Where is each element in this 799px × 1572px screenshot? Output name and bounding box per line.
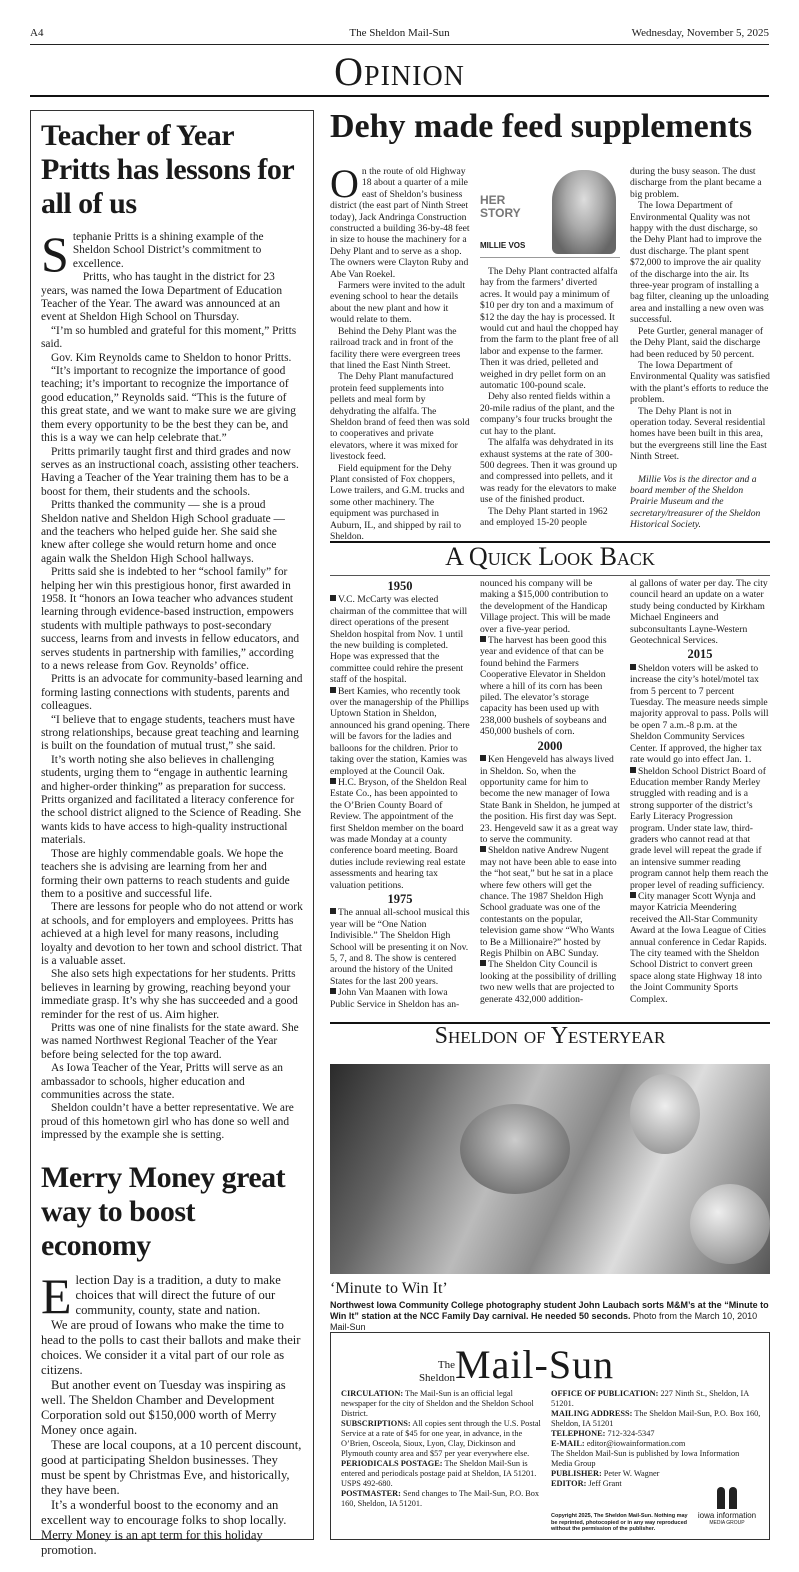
editorial-1-title: Teacher of Year Pritts has lessons for all of us	[41, 119, 294, 220]
editorial-paragraph: She also sets high expectations for her students. Pritts believes in learning by growing, reaching beyond your immediate grasp. It’s why she has succeeded and a good reminder for the rest of us. Aim higher.	[41, 968, 298, 1021]
column-title: Dehy made feed supplements	[330, 108, 753, 145]
editorial-2-body	[41, 1267, 303, 1558]
masthead-small: The Sheldon	[418, 1359, 455, 1384]
column-paragraph: during the busy season. The dust discharge from the plant became a big problem.	[630, 166, 762, 200]
masthead-info-line: SUBSCRIPTIONS: All copies sent through the U.S. Postal Service at a rate of $45 for one year, in advance, in the O’Brien, Osceola, Sioux, Lyon, Clay, Dickinson and Plymouth county area and $57 per year everywhere else.	[341, 1419, 541, 1458]
column-paragraph: Behind the Dehy Plant was the railroad track and in front of the facility there were evergreen trees that lined the East Ninth Street.	[330, 325, 461, 371]
column-paragraph: The Dehy Plant is not in operation today. Several residential homes have been built in this area, but the evergreens still line the East Ninth Street.	[630, 405, 767, 463]
masthead-info-line: PUBLISHER: Peter W. Wagner	[551, 1469, 660, 1478]
history-item: H.C. Bryson, of the Sheldon Real Estate Co., has been appointed to the O’Brien County Board of Review. The appointment of the first Sheldon member on the board was made Monday at a county conference board meeting. Board duties include reviewing real estate assessments and hearing tax valuation petitions.	[330, 776, 467, 891]
bullet-square-icon	[330, 908, 336, 914]
history-item: John Van Maanen with Iowa Public Service in Sheldon has an-	[330, 987, 460, 1010]
masthead-info-line: E-MAIL: editor@iowainformation.com	[551, 1439, 686, 1448]
photo-subject	[460, 1104, 570, 1194]
editorial-paragraph: Pritts, who has taught in the district for 23 years, was named the Iowa Department of Education Teacher of the Year. The award was announced at an event at Sheldon High School on Thursday.	[41, 271, 283, 324]
dropcap: O	[330, 161, 359, 206]
her-story-label: HER STORY	[480, 193, 521, 220]
iowa-information-logo	[697, 1483, 757, 1533]
column-paragraph: Farmers were invited to the adult evening school to hear the details about the new plant and how it would relate to them.	[330, 280, 466, 326]
photo-caption: Northwest Iowa Community College photography student John Laubach sorts M&M’s at the “Minute to Win It” station at the NCC Family Day carnival. He needed 50 seconds. Photo from the March 10, 2010 Mail-Sun	[330, 1300, 769, 1332]
bullet-square-icon	[330, 988, 336, 994]
section-rule	[30, 95, 769, 97]
bullet-square-icon	[330, 778, 336, 784]
bullet-square-icon	[630, 664, 636, 670]
photo-balloon	[690, 1184, 770, 1264]
editorial-paragraph: These are local coupons, at a 10 percent discount, good at participating Sheldon businesses. They must be spent by Christmas Eve, and historically, they have been.	[41, 1437, 302, 1497]
masthead-info-line: MAILING ADDRESS: The Sheldon Mail-Sun, P.O. Box 160, Sheldon, IA 51201	[551, 1409, 761, 1428]
masthead-info-left	[341, 1389, 541, 1509]
masthead-title: Mail-Sun	[455, 1342, 615, 1387]
paper-name: The Sheldon Mail-Sun	[349, 27, 450, 39]
issue-date: Wednesday, November 5, 2025	[631, 27, 769, 39]
editorial-paragraph: Those are highly commendable goals. We hope the teachers she is advising are learning from her and forming their own patterns to reach students and guide them to a positive and successful life.	[41, 847, 290, 900]
author-note: Millie Vos is the director and a board member of the Sheldon Prairie Museum and the secretary/treasurer of the Sheldon Historical Society.	[630, 473, 761, 531]
editorial-paragraph: Pritts primarily taught first and third grades and now serves as an instructional coach, assisting other teachers. Having a Teacher of the Year training them has to be a boost for them, their students and the schools.	[41, 445, 299, 498]
year-heading: 1975	[387, 891, 413, 906]
year-heading: 2015	[687, 647, 713, 662]
editorial-2-title: Merry Money great way to boost economy	[41, 1160, 286, 1262]
dropcap: E	[41, 1267, 72, 1324]
column-text-2	[480, 166, 620, 528]
editorial-paragraph: As Iowa Teacher of the Year, Pritts will serve as an ambassador to schools, higher education and communities across the state.	[41, 1062, 283, 1101]
history-item: V.C. McCarty was elected chairman of the committee that will direct operations of the present Sheldon hospital from Nov. 1 until the new building is completed. Hope was expressed that the committee could rehire the present staff of the hospital.	[330, 594, 468, 686]
quicklook-col-2	[480, 578, 620, 1005]
history-item: Sheldon School District Board of Education member Randy Merley struggled with reading and is a strong supporter of the district’s Early Literacy Progression program. Under state law, third-graders who cannot read at that grade level will repeat the grade if an intensive summer reading program cannot help them reach the proper level of reading sufficiency.	[630, 765, 769, 891]
editorial-paragraph: Pritts was one of nine finalists for the state award. She was named Northwest Regional Teacher of the Year before being selected for the top award.	[41, 1021, 299, 1061]
yesteryear-photo	[330, 1064, 770, 1274]
history-item: Sheldon voters will be asked to increase the city’s hotel/motel tax from 5 percent to 7 percent Tuesday. The measure needs simple majority approval to pass. Polls will be open 7 a.m.-8 p.m. at the Sheldon Community Services Center. If approved, the higher tax rate would go into effect Jan. 1.	[630, 662, 769, 766]
masthead-info-line: CIRCULATION: The Mail-Sun is an official legal newspaper for the city of Sheldon and the Sheldon School District.	[341, 1389, 534, 1418]
masthead-info-line: EDITOR: Jeff Grant	[551, 1479, 622, 1488]
photo-background-person	[630, 1074, 700, 1154]
editorial-paragraph: Pritts thanked the community — she is a proud Sheldon native and Sheldon High School graduate — and the teachers who helped guide her. She said she knew after college she would return home and once again walk the Sheldon High School hallways.	[41, 499, 285, 565]
bullet-square-icon	[480, 755, 486, 761]
column-paragraph: The Iowa Department of Environmental Quality was not happy with the dust discharge, so the Dehy Plant had to improve the dust discharge. The plant spent $72,000 to improve the air quality of the discharge into the air. Its three-year program of installing a bag filter, cleaning up the unloading area and installing a new oven was successful.	[630, 200, 769, 326]
quicklook-rule-bottom	[330, 575, 770, 576]
column-body	[330, 161, 770, 542]
column-paragraph: Dehy also rented fields within a 20-mile radius of the plant, and the company’s four trucks brought the cut hay to the plant.	[480, 391, 615, 437]
copyright-notice: Copyright 2025, The Sheldon Mail-Sun. Nothing may be reprinted, photocopied or in any way reproduced without the permission of the publisher.	[551, 1513, 688, 1532]
yesteryear-title: Sheldon of Yesteryear	[434, 1023, 666, 1049]
bullet-square-icon	[630, 767, 636, 773]
bullet-square-icon	[480, 960, 486, 966]
editorial-paragraph: “It’s important to recognize the importance of good teaching; it’s important to recognize the importance of good education,” Reynolds said. “This is the future of this great state, and we want to make sure we are giving them every opportunity to be the best they can be, and this is a way we can help celebrate that.”	[41, 365, 296, 445]
editorial-paragraph: “I’m so humbled and grateful for this moment,” Pritts said.	[41, 324, 297, 351]
masthead-info-line: POSTMASTER: Send changes to The Mail-Sun, P.O. Box 160, Sheldon, IA 51201.	[341, 1489, 540, 1508]
column-paragraph: The Dehy Plant contracted alfalfa hay from the farmers’ diverted acres. It would pay a minimum of $10 per dry ton and a maximum of $12 the day the hay is processed. It would cut and haul the chopped hay from the farm to the plant free of all labor and expense to the farmer. Then it was dried, pelleted and weighed in dry pellet form on an automatic 100-pound scale.	[480, 266, 619, 392]
masthead-box	[330, 1332, 770, 1540]
editorial-paragraph: “I believe that to engage students, teachers must have strong relationships, because great teaching and learning is built on the foundation of mutual trust,” she said.	[41, 713, 299, 753]
logo-text: iowa information	[697, 1511, 757, 1520]
column-text-3	[630, 166, 770, 531]
section-title: Opinion	[334, 49, 465, 94]
quicklook-title: A Quick Look Back	[445, 542, 655, 571]
editorial-paragraph: Pritts said she is indebted to her “school family” for helping her win this prestigious honor, first awarded in 1958. It “honors an Iowa teacher who advances student learning through evidence-based instruction, empowers students with multiple pathways to post-secondary success, learns from and invests in fellow educators, and serves students in partnership with families,” according to a news release from Gov. Reynolds’ office.	[41, 566, 300, 672]
bullet-square-icon	[330, 595, 336, 601]
bullet-square-icon	[480, 846, 486, 852]
editorial-paragraph: Gov. Kim Reynolds came to Sheldon to honor Pritts.	[51, 351, 292, 364]
year-heading: 2000	[537, 738, 563, 753]
history-item: Sheldon native Andrew Nugent may not have been able to ease into the “hot seat,” but he sat in a place where few others will get the chance. The 1987 Sheldon High School graduate was one of the contestants on the popular, television game show “Who Wants to Be a Millionaire?” hosted by Regis Philbin on ABC Sunday.	[480, 845, 617, 959]
quicklook-col-3	[630, 578, 770, 1005]
editorial-paragraph: We are proud of Iowans who make the time to head to the polls to cast their ballots and make their choices. We consider it a vital part of our role as citizens.	[41, 1317, 301, 1377]
history-item: Ken Hengeveld has always lived in Sheldon. So, when the opportunity came for him to become the new manager of Iowa State Bank in Sheldon, he jumped at the position. His first day was Sept. 23. Hengeveld saw it as a great way to serve the community.	[480, 754, 620, 845]
column-paragraph: The Iowa Department of Environmental Quality was satisfied with the plant’s efforts to reduce the problem.	[630, 359, 770, 406]
column-paragraph: Pete Gurtler, general manager of the Dehy Plant, said the discharge had been reduced by 50 percent.	[630, 325, 764, 360]
editorial-paragraph: It’s a wonderful boost to the economy and an excellent way to encourage folks to shop locally. Merry Money is an apt term for this holiday promotion.	[41, 1497, 287, 1557]
author-name: MILLIE VOS	[480, 241, 526, 250]
masthead-info-line: PERIODICALS POSTAGE: The Sheldon Mail-Sun is entered and periodicals postage paid at Sheldon, IA 51201. USPS 492-680.	[341, 1459, 537, 1488]
editorial-2-lead: Election Day is a tradition, a duty to make choices that will direct the future of our community, county, state and nation.	[41, 1267, 281, 1324]
spacer	[630, 463, 770, 474]
column-paragraph: The alfalfa was dehydrated in its exhaust systems at the rate of 300-500 degrees. Then it was ground up and compressed into pellets, and it was ready for the elevators to make use of the finished product.	[480, 437, 618, 506]
bullet-square-icon	[630, 892, 636, 898]
masthead-info-line: OFFICE OF PUBLICATION: 227 Ninth St., Sheldon, IA 51201.	[551, 1389, 749, 1408]
year-heading: 1950	[387, 579, 413, 593]
bullet-square-icon	[480, 636, 486, 642]
her-story-logo	[480, 166, 620, 258]
header-rule	[30, 44, 769, 45]
masthead-info-line: The Sheldon Mail-Sun is published by Iowa Information Media Group	[551, 1449, 740, 1468]
column-text-1	[330, 161, 470, 542]
page-header	[30, 27, 769, 43]
history-item: nounced his company will be making a $15,000 contribution to the development of the Handicap Village project. This will be made over a five-year period.	[480, 578, 611, 635]
quicklook-body	[330, 578, 770, 1018]
history-item: al gallons of water per day. The city council heard an update on a water study being conducted by Kirkham Michael Engineers and subconsultants Layne-Western Geotechnical Services.	[630, 578, 768, 647]
page-number: A4	[30, 27, 44, 39]
history-item: The Sheldon City Council is looking at the possibility of drilling two new wells that are projected to generate 432,000 addition-	[480, 959, 617, 1005]
column-lead: On the route of old Highway 18 about a quarter of a mile east of Sheldon’s business district (the east part of Ninth Street today), Jack Andringa Construction constructed a building 36-by-48 feet in size to house the machinery for a Dehy Plant and to serve as a shop. The owners were Clayton Ruby and Abe Van Roekel.	[330, 161, 470, 280]
dropcap: S	[41, 226, 69, 282]
editorial-paragraph: Sheldon couldn’t have a better representative. We are proud of this hometown girl who has done so well and impressed by the example she is setting.	[41, 1102, 294, 1142]
caption-title: ‘Minute to Win It’	[330, 1280, 448, 1297]
history-item: The annual all-school musical this year will be “One Nation Indivisible.” The Sheldon High School will be presenting it on Nov. 5, 7, and 8. The show is centered around the history of the United States for the last 200 years.	[330, 907, 470, 987]
history-item: Bert Kamies, who recently took over the managership of the Phillips Uptown Station in Sheldon, announced his grand opening. There will be favors for the ladies and balloons for the children. Prior to taking over the station, Kamies was employed at the Council Oak.	[330, 685, 470, 777]
column-paragraph: The Dehy Plant started in 1962 and employed 15-20 people	[480, 505, 608, 528]
editorial-1-body	[41, 226, 303, 1143]
editorial-1-lead: Stephanie Pritts is a shining example of the Sheldon School District’s commitment to excellence.	[41, 226, 264, 282]
editorial-paragraph: Pritts is an advocate for community-based learning and forming lasting connections with students, parents and colleagues.	[41, 673, 303, 713]
editorial-paragraph: There are lessons for people who do not attend or work at schools, and for employers and employees. Pritts has achieved at a high level for many reasons, including loyalty and devotion to her town and school district. That is a valuable asset.	[41, 901, 303, 967]
editorial-separator	[41, 1143, 303, 1161]
editorial-paragraph: But another event on Tuesday was inspiring as well. The Sheldon Chamber and Development Corporation sold out $150,000 worth of Merry Money once again.	[41, 1377, 286, 1437]
bullet-square-icon	[330, 687, 336, 693]
column-paragraph: The Dehy Plant manufactured protein feed supplements into pellets and meal form by dehydrating the alfalfa. The Sheldon brand of feed then was sold to cooperatives and private elevators, where it was mixed for livestock feed.	[330, 371, 470, 463]
history-item: City manager Scott Wynja and mayor Katricia Meendering received the All-Star Community Award at the Iowa League of Cities annual conference in Cedar Rapids. The city teamed with the Sheldon School District to convert green space along state Highway 18 into the Joint Community Sports Complex.	[630, 890, 767, 1005]
editorial-paragraph: It’s worth noting she also believes in challenging students, urging them to “engage in authentic learning and higher-order thinking” as preparation for success. Pritts organized and facilitated a literacy conference for the school district aligned to the Science of Reading. She wants kids to have access to high-quality instructional materials.	[41, 753, 302, 847]
history-item: The harvest has been good this year and evidence of that can be found behind the Farmers Cooperative Elevator in Sheldon where a hill of its corn has been piled. The elevator’s storage capacity has been used up with 238,000 bushels of soybeans and 450,000 bushels of corn.	[480, 635, 607, 738]
author-photo	[552, 170, 616, 254]
masthead-info-right	[551, 1389, 761, 1489]
logo-figures-icon	[697, 1483, 757, 1511]
column-paragraph: Field equipment for the Dehy Plant consisted of Fox choppers, Lowe trailers, and G.M. trucks and some other machinery. The equipment was purchased in Auburn, IL, and shipped by rail to Sheldon.	[330, 462, 465, 542]
masthead-info-line: TELEPHONE: 712-324-5347	[551, 1429, 655, 1438]
logo-subtext: MEDIA GROUP	[709, 1520, 745, 1526]
editorial-column	[30, 110, 314, 1557]
quicklook-col-1	[330, 578, 470, 1010]
